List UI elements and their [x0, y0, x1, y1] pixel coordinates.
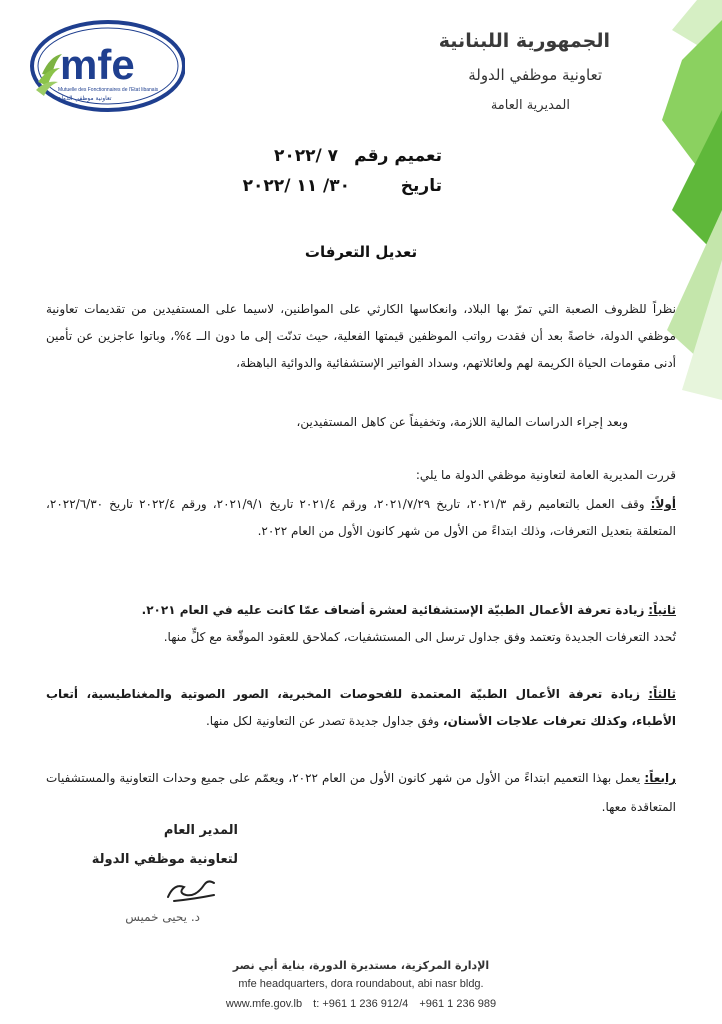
mfe-logo — [20, 12, 185, 120]
item-second-bold: زيادة تعرفة الأعمال الطبيّة الإستشفائية لعشرة أضعاف عمّا كانت عليه في العام ٢٠٢١. — [141, 603, 645, 617]
footer-address-en: mfe headquarters, dora roundabout, abi nasr bldg. — [238, 978, 484, 990]
item-first-text: وقف العمل بالتعاميم رقم ٢٠٢١/٣، تاريخ ٢٠٢١/٧/٢٩، ورقم ٢٠٢١/٤ تاريخ ٢٠٢١/٩/١، ورقم ٢٠٢٢/٤ تاريخ ٢٠٢٢/٦/٣٠، المتعلقة بتعديل التعرفات، وذلك ابتداءً من الأول من شهر كانون الأول من العام ٢٠٢٢. — [46, 497, 676, 538]
item-third-label: ثالثاً: — [648, 687, 676, 701]
item-fourth-label: رابعاً: — [644, 771, 676, 785]
item-first — [46, 491, 676, 545]
document-title: تعديل التعرفات — [304, 243, 418, 261]
footer-address-ar: الإدارة المركزية، مستديرة الدورة، بناية أبي نصر — [232, 959, 490, 972]
footer-contact — [0, 998, 722, 1010]
circular-number-label: تعميم رقم — [354, 146, 442, 166]
signatory-org: لتعاونية موظفي الدولة — [91, 852, 238, 867]
circular-number-value: ٧ /٢٠٢٢ — [273, 146, 338, 166]
item-second — [46, 597, 676, 651]
header-republic: الجمهورية اللبنانية — [438, 30, 610, 52]
item-second-label: ثانياً: — [648, 603, 676, 617]
signatory-name: د. يحيى خميس — [125, 910, 200, 924]
item-fourth-text: يعمل بهذا التعميم ابتداءً من الأول من شهر كانون الأول من العام ٢٠٢٢، ويعمّم على جميع وحدات التعاونية والمستشفيات المتعاقدة معها. — [46, 771, 676, 814]
item-fourth — [46, 764, 676, 822]
item-third — [46, 681, 676, 735]
item-first-label: أولاً: — [650, 497, 676, 511]
footer-phone-1: t: +961 1 236 912/4 — [313, 998, 409, 1010]
footer-phone-2: +961 1 236 989 — [419, 998, 497, 1010]
signatory-title: المدير العام — [163, 823, 238, 838]
item-third-bold: زيادة تعرفة الأعمال الطبيّة المعتمدة للفحوصات المخبرية، الصور الصوتية والمغناطيسية، أتعاب الأطباء، وكذلك تعرفات علاجات الأسنان، — [46, 687, 676, 728]
decision-intro: قررت المديرية العامة لتعاونية موظفي الدولة ما يلي: — [415, 468, 676, 482]
footer-website-link[interactable]: www.mfe.gov.lb — [225, 998, 303, 1010]
header-mutual: تعاونية موظفي الدولة — [468, 66, 602, 84]
circular-date-label: تاريخ — [400, 176, 442, 196]
logo-tagline-ar: تعاونية موظفي الدولة — [58, 95, 112, 102]
handwritten-signature — [162, 873, 222, 907]
item-second-text: تُحدد التعرفات الجديدة وتعتمد وفق جداول ترسل الى المستشفيات، كملاحق للعقود الموقّعة مع كلٍّ منها. — [163, 630, 676, 644]
logo-tagline-fr: Mutuelle des Fonctionnaires de l'Etat libanais — [58, 87, 159, 93]
intro-paragraph-2 — [46, 409, 676, 436]
intro-paragraph: نظراً للظروف الصعبة التي تمرّ بها البلاد، وانعكاسها الكارثي على المواطنين، لاسيما على المستفيدين من تقديمات تعاونية موظفي الدولة، خاصةً بعد أن فقدت رواتب الموظفين قيمتها الفعلية، حيث تدنّت إلى ما دون الــ ٤%، وباتوا عاجزين عن تأمين أدنى مقومات الحياة الكريمة لهم ولعائلاتهم، وسداد الفواتير الإستشفائية والدوائية الباهظة، — [46, 302, 676, 370]
circular-date-value: ٣٠/ ١١ /٢٠٢٢ — [242, 176, 350, 196]
item-third-text: وفق جداول جديدة تصدر عن التعاونية لكل منها. — [205, 714, 440, 728]
intro2-text: وبعد إجراء الدراسات المالية اللازمة، وتخفيفاً عن كاهل المستفيدين، — [296, 415, 628, 429]
header-directorate: المديرية العامة — [490, 98, 570, 113]
logo-text: mfe — [60, 41, 135, 88]
